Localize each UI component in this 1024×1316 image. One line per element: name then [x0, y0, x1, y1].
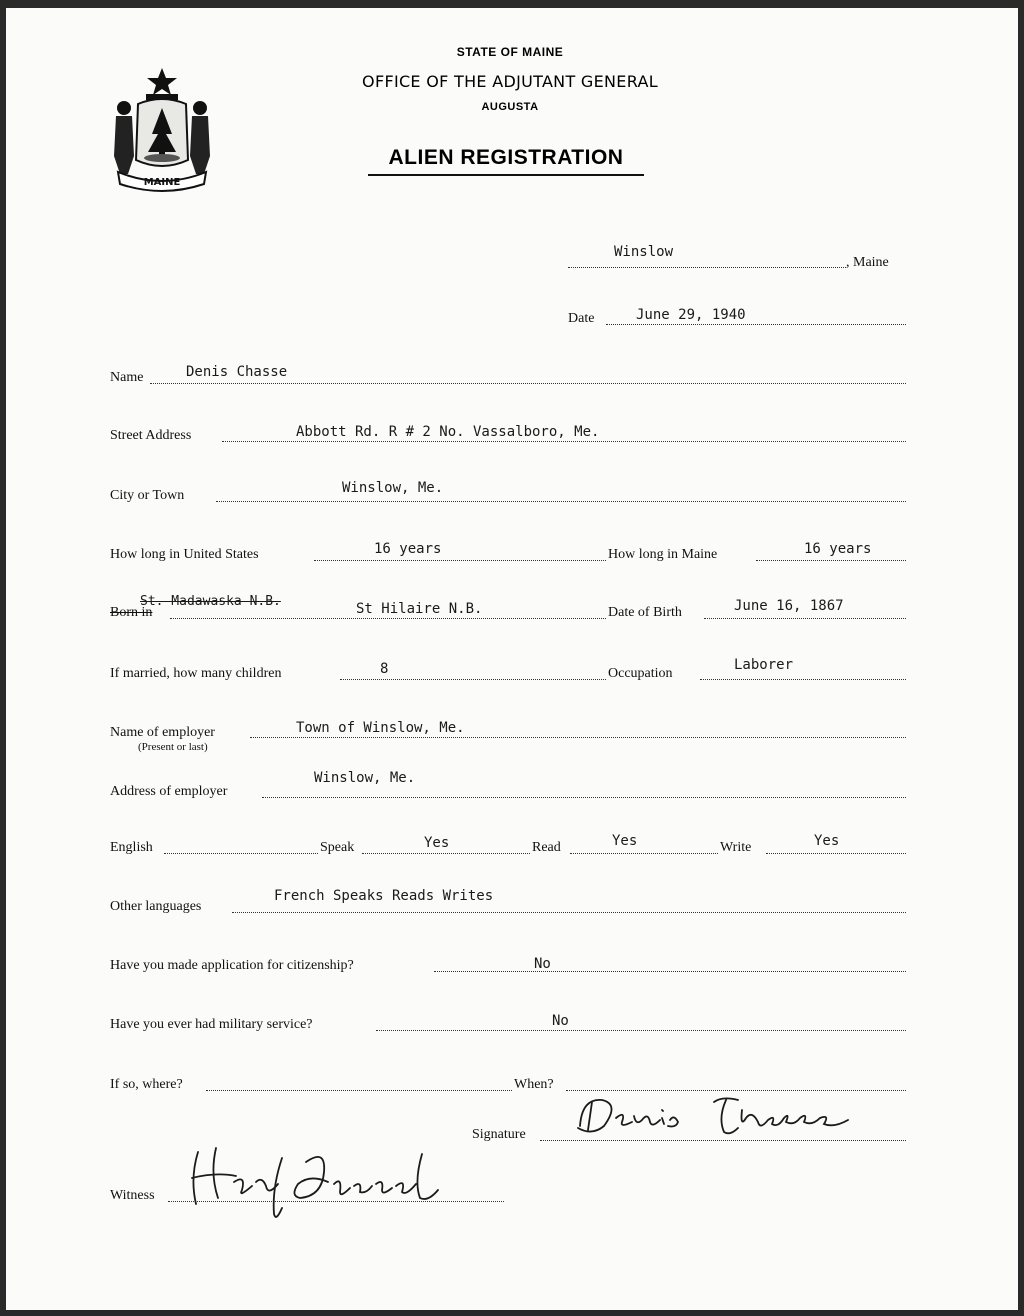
employer-line	[250, 737, 906, 738]
read-label: Read	[532, 840, 561, 855]
english-line	[164, 853, 318, 854]
employer-label: Name of employer	[110, 725, 215, 740]
how-long-us-label: How long in United States	[110, 547, 259, 562]
how-long-us-value: 16 years	[374, 541, 442, 557]
write-label: Write	[720, 840, 752, 855]
how-long-maine-value: 16 years	[804, 541, 872, 557]
employer-value: Town of Winslow, Me.	[296, 720, 465, 736]
title-underline	[368, 174, 644, 176]
born-line	[170, 618, 606, 619]
born-value: St Hilaire N.B.	[356, 601, 483, 617]
date-value: June 29, 1940	[636, 307, 746, 323]
where-label: If so, where?	[110, 1077, 183, 1092]
city-heading: AUGUSTA	[481, 101, 539, 113]
dob-value: June 16, 1867	[734, 598, 844, 614]
citizenship-value: No	[534, 956, 551, 972]
military-value: No	[552, 1013, 569, 1029]
dob-label: Date of Birth	[608, 605, 682, 620]
witness-label: Witness	[110, 1188, 155, 1203]
street-value: Abbott Rd. R # 2 No. Vassalboro, Me.	[296, 424, 600, 440]
military-line	[376, 1030, 906, 1031]
other-languages-label: Other languages	[110, 899, 202, 914]
occupation-line	[700, 679, 906, 680]
when-label: When?	[514, 1077, 554, 1092]
how-long-maine-label: How long in Maine	[608, 547, 718, 562]
name-line	[150, 383, 906, 384]
occupation-label: Occupation	[608, 666, 673, 681]
place-line	[568, 267, 846, 268]
how-long-us-line	[314, 560, 606, 561]
employer-address-line	[262, 797, 906, 798]
office-heading: OFFICE OF THE ADJUTANT GENERAL	[362, 72, 658, 91]
write-line	[766, 853, 906, 854]
street-label: Street Address	[110, 428, 192, 443]
seal-text: MAINE	[143, 177, 181, 188]
other-languages-value: French Speaks Reads Writes	[274, 888, 494, 904]
signature-label: Signature	[472, 1127, 526, 1142]
place-suffix: , Maine	[846, 255, 889, 270]
how-long-maine-line	[756, 560, 906, 561]
born-label: Born in	[110, 605, 153, 620]
speak-label: Speak	[320, 840, 355, 855]
english-label: English	[110, 840, 153, 855]
form-title: ALIEN REGISTRATION	[388, 146, 624, 169]
maine-state-seal-icon	[108, 64, 216, 194]
state-heading: STATE OF MAINE	[456, 45, 564, 59]
read-line	[570, 853, 718, 854]
where-line	[206, 1090, 512, 1091]
street-line	[222, 441, 906, 442]
name-label: Name	[110, 370, 144, 385]
date-label: Date	[568, 311, 595, 326]
city-value: Winslow, Me.	[342, 480, 444, 496]
name-value: Denis Chasse	[186, 364, 288, 380]
date-line	[606, 324, 906, 325]
place-value: Winslow	[614, 244, 674, 260]
other-languages-line	[232, 912, 906, 913]
children-line	[340, 679, 606, 680]
employer-address-value: Winslow, Me.	[314, 770, 416, 786]
city-line	[216, 501, 906, 502]
city-label: City or Town	[110, 488, 185, 503]
speak-line	[362, 853, 530, 854]
citizenship-label: Have you made application for citizenship?	[110, 958, 354, 973]
write-value: Yes	[814, 833, 840, 849]
speak-value: Yes	[424, 835, 450, 851]
employer-sublabel: (Present or last)	[138, 741, 208, 753]
read-value: Yes	[612, 833, 638, 849]
military-label: Have you ever had military service?	[110, 1017, 313, 1032]
signature-handwriting	[572, 1088, 872, 1148]
children-value: 8	[380, 661, 389, 677]
born-struck-value: St. Madawaska N.B.	[140, 594, 281, 609]
witness-handwriting	[176, 1138, 466, 1222]
children-label: If married, how many children	[110, 666, 282, 681]
occupation-value: Laborer	[734, 657, 794, 673]
citizenship-line	[434, 971, 906, 972]
dob-line	[704, 618, 906, 619]
employer-address-label: Address of employer	[110, 784, 228, 799]
